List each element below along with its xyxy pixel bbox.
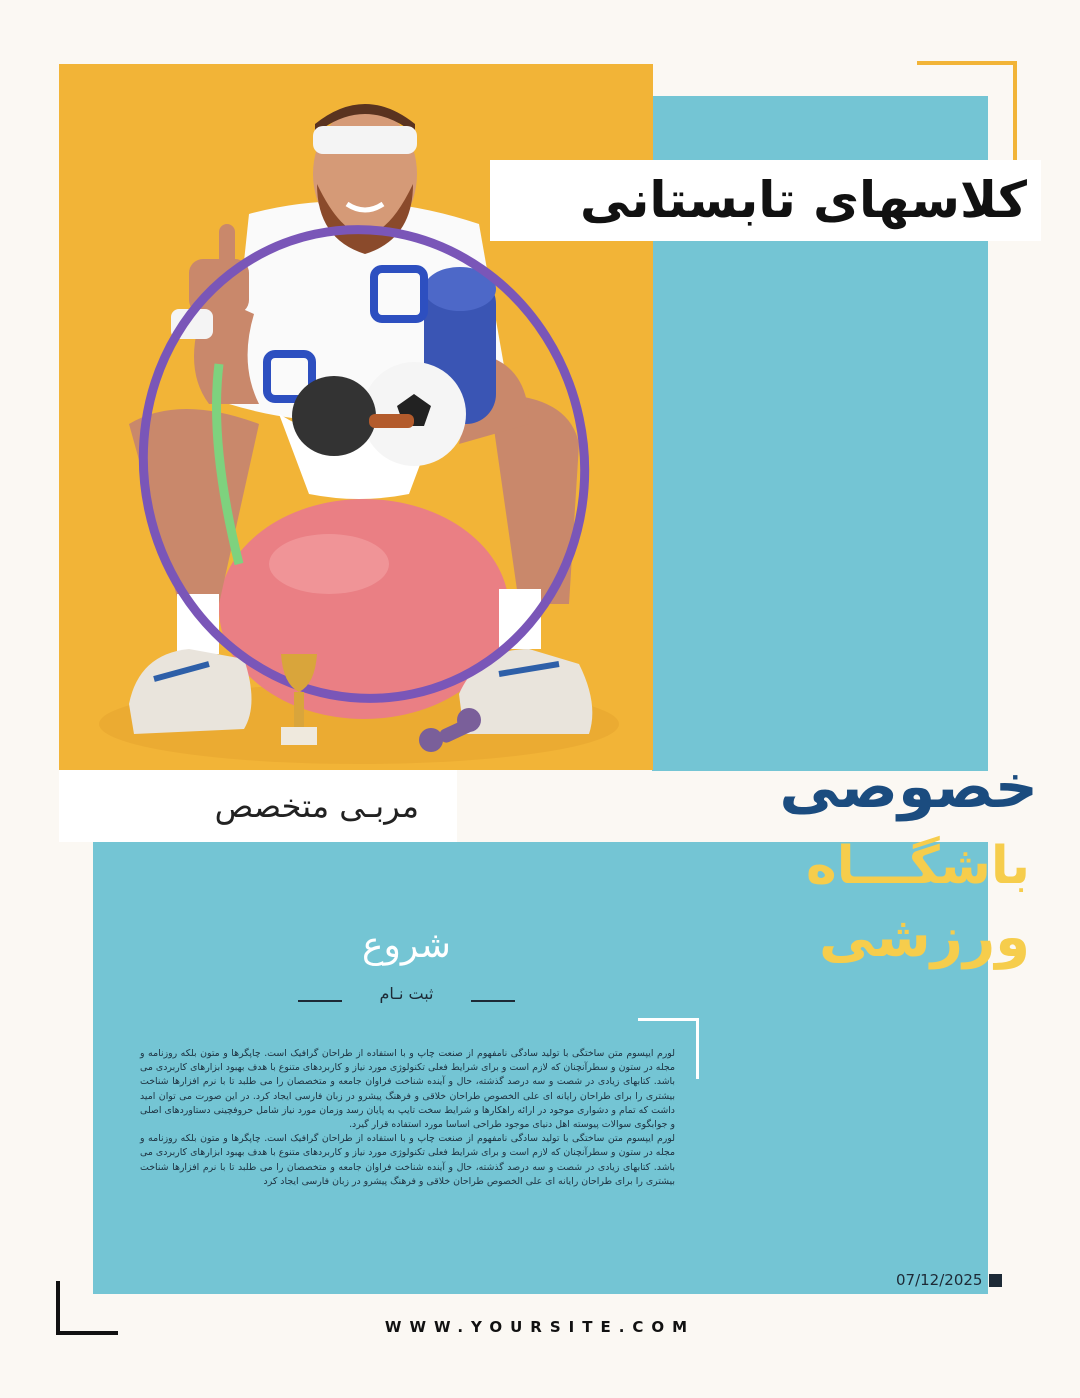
- body-text: [140, 1047, 675, 1189]
- date-label: 07/12/2025: [896, 1271, 983, 1289]
- square-marker-icon: [989, 1274, 1002, 1287]
- body-paragraph: لورم ایپسوم متن ساختگی با تولید سادگی نامفهوم از صنعت چاپ و با استفاده از طراحان گرافیک است. چاپگرها و متون بلکه روزنامه و مجله در ستون و سطرآنچنان که لازم است و برای شرایط فعلی تکنولوژی مورد نیاز و کاربردهای متنوع با هدف بهبود ابزارهای کاربردی می باشد. کتابهای زیادی در شصت و سه درصد گذشته، حال و آینده شناخت فراوان جامعه و متخصصان را می طلبد تا با نرم افزارها شناخت بیشتری را برای طراحان رایانه ای علی الخصوص طراحان خلاقی و فرهنگ پیشرو در زبان فارسی ایجاد کرد. در این صورت می توان امید داشت که تمام و دشواری موجود در ارائه راهکارها و شرایط سخت تایپ به پایان رسد وزمان مورد نیاز شامل حروفچینی دستاوردهای اصلی و جوابگوی سوالات پیوسته اهل دنیای موجود طراحی اساسا مورد استفاده قرار گیرد.: [140, 1048, 675, 1131]
- headline-gym: باشگـــاه: [806, 836, 1030, 896]
- headline-private: خصوصی: [779, 752, 1038, 822]
- body-paragraph: لورم ایپسوم متن ساختگی با تولید سادگی نامفهوم از صنعت چاپ و با استفاده از طراحان گرافیک است. چاپگرها و متون بلکه روزنامه و مجله در ستون و سطرآنچنان که لازم است و برای شرایط فعلی تکنولوژی مورد نیاز و کاربردهای متنوع با هدف بهبود ابزارهای کاربردی می باشد. کتابهای زیادی در شصت و سه درصد گذشته، حال و آینده شناخت فراوان جامعه و متخصصان را می طلبد تا با نرم افزارها شناخت بیشتری را برای طراحان رایانه ای علی الخصوص طراحان خلاقی و فرهنگ پیشرو در زبان فارسی ایجاد کرد: [140, 1133, 675, 1187]
- register-label: ثبت نـام: [379, 984, 434, 1003]
- headline-sport: ورزشی: [818, 905, 1030, 970]
- start-heading: شروع: [362, 925, 451, 966]
- coach-label-box: [59, 770, 457, 842]
- register-link[interactable]: [298, 984, 515, 1008]
- website-link[interactable]: WWW.YOURSITE.COM: [384, 1318, 696, 1336]
- title-box: [490, 160, 1041, 241]
- divider-right: [471, 1000, 515, 1002]
- page-title: کلاسهای تابستانی: [580, 171, 1027, 229]
- corner-bracket-yellow: [917, 61, 1017, 161]
- coach-label: مربـی متخصص: [214, 787, 419, 825]
